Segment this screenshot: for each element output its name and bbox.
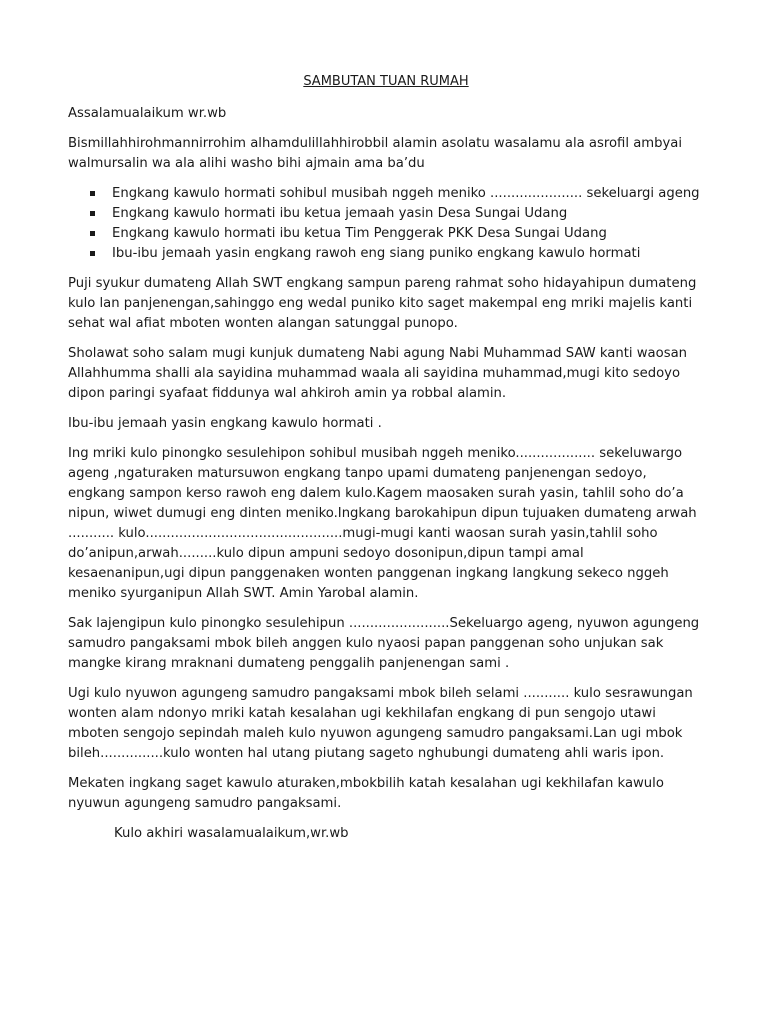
list-item-text: Engkang kawulo hormati sohibul musibah nggeh meniko ...................... sekeluargi ageng — [112, 186, 700, 201]
paragraph-thanks: Ing mriki kulo pinongko sesulehipon sohibul musibah nggeh meniko................... sekeluwargo ageng ,ngaturaken matursuwon engkang tanpo upami dumateng panjenengan sedoyo, engkang sampon kerso rawoh eng dalem kulo.Kagem maosaken surah yasin, tahlil soho do’a nipun, wiwet dumugi eng dinten meniko.Ingkang barokahipun dipun tujuaken dumateng arwah ........... kulo...............................................mugi-mugi kanti waosan surah yasin,tahlil soho do’anipun,arwah.........kulo dipun ampuni sedoyo dosonipun,dipun tampi amal kesaenanipun,ugi dipun panggenaken wonten panggenan ingkang langkung sekeco nggeh meniko syurganipun Allah SWT. Amin Yarobal alamin. — [68, 446, 697, 601]
paragraph-address: Ibu-ibu jemaah yasin engkang kawulo hormati . — [68, 416, 382, 431]
list-item-text: Engkang kawulo hormati ibu ketua jemaah yasin Desa Sungai Udang — [112, 206, 568, 221]
square-bullet-icon — [90, 231, 95, 236]
paragraph-apology-debts: Ugi kulo nyuwon agungeng samudro pangaksami mbok bileh selami ........... kulo sesrawungan wonten alam ndonyo mriki katah kesalahan ugi kekhilafan engkang di pun sengojo utawi mboten sengojo sepindah maleh kulo nyuwon agungeng samudro pangaksami.Lan ugi mbok bileh...............kulo wonten hal utang piutang sageto nghubungi dumateng ahli waris ipon. — [68, 686, 693, 761]
list-item — [112, 184, 704, 204]
square-bullet-icon — [90, 211, 95, 216]
opening-paragraph: Bismillahhirohmannirrohim alhamdulillahhirobbil alamin asolatu wasalamu ala asrofil ambyai walmursalin wa ala alihi washo bihi ajmain ama ba’du — [68, 136, 683, 171]
list-item-text: Engkang kawulo hormati ibu ketua Tim Penggerak PKK Desa Sungai Udang — [112, 226, 607, 241]
paragraph-gratitude: Puji syukur dumateng Allah SWT engkang sampun pareng rahmat soho hidayahipun dumateng kulo lan panjenengan,sahinggo eng wedal puniko kito saget makempal eng mriki majelis kanti sehat wal afiat mboten wonten alangan satunggal punopo. — [68, 276, 697, 331]
salutation-list — [68, 184, 704, 264]
closing-salutation: Kulo akhiri wasalamualaikum,wr.wb — [114, 826, 349, 841]
list-item-text: Ibu-ibu jemaah yasin engkang rawoh eng siang puniko engkang kawulo hormati — [112, 246, 641, 261]
list-item — [112, 224, 704, 244]
paragraph-apology-hospitality: Sak lajengipun kulo pinongko sesulehipun ........................Sekeluargo ageng, nyuwon agungeng samudro pangaksami mbok bileh anggen kulo nyaosi papan panggenan soho unjukan sak mangke kirang mraknani dumateng penggalih panjenengan sami . — [68, 616, 700, 671]
paragraph-closing-remarks: Mekaten ingkang saget kawulo aturaken,mbokbilih katah kesalahan ugi kekhilafan kawulo nyuwun agungeng samudro pangaksami. — [68, 776, 664, 811]
square-bullet-icon — [90, 251, 95, 256]
paragraph-sholawat: Sholawat soho salam mugi kunjuk dumateng Nabi agung Nabi Muhammad SAW kanti waosan Allahhumma shalli ala sayidina muhammad waala ali sayidina muhammad,mugi kito sedoyo dipon paringi syafaat fiddunya wal ahkiroh amin ya robbal alamin. — [68, 346, 688, 401]
greeting: Assalamualaikum wr.wb — [68, 106, 227, 121]
list-item — [112, 204, 704, 224]
square-bullet-icon — [90, 191, 95, 196]
list-item — [112, 244, 704, 264]
document-body — [68, 72, 704, 854]
document-title: SAMBUTAN TUAN RUMAH — [303, 74, 469, 89]
